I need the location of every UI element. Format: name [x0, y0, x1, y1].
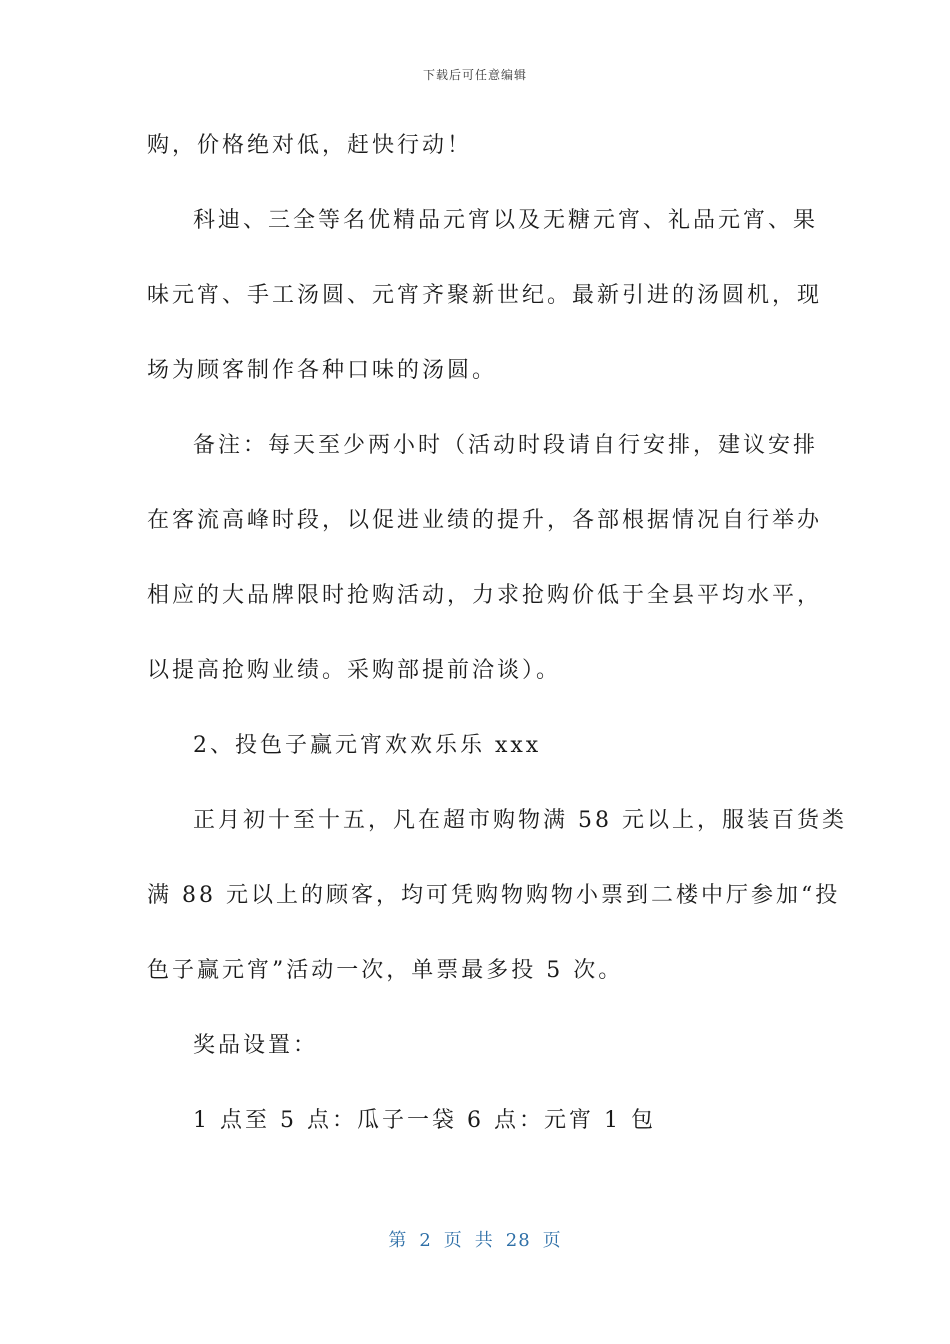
body-line-11: 满 88 元以上的顾客，均可凭购物购物小票到二楼中厅参加“投: [147, 883, 841, 908]
prize-line: 1 点至 5 点：瓜子一袋 6 点：元宵 1 包: [193, 1108, 656, 1133]
section-heading: 2、投色子赢元宵欢欢乐乐 xxx: [193, 733, 542, 758]
page-footer: [0, 1226, 950, 1252]
body-line-6: 在客流高峰时段，以促进业绩的提升，各部根据情况自行举办: [147, 508, 823, 533]
header-note: 下载后可任意编辑: [422, 68, 527, 82]
body-line-4: 场为顾客制作各种口味的汤圆。: [147, 358, 498, 383]
body-line-10: 正月初十至十五，凡在超市购物满 58 元以上，服装百货类: [193, 808, 847, 833]
footer-total-pages: 28: [505, 1230, 531, 1251]
body-line-8: 以提高抢购业绩。采购部提前洽谈）。: [147, 658, 562, 683]
footer-di: 第: [388, 1230, 408, 1251]
body-line-3: 味元宵、手工汤圆、元宵齐聚新世纪。最新引进的汤圆机，现: [147, 283, 823, 308]
footer-ye: 页: [443, 1230, 463, 1251]
prize-heading: 奖品设置：: [193, 1033, 319, 1058]
footer-page-number: 2: [419, 1230, 432, 1251]
body-line-12: 色子赢元宵”活动一次，单票最多投 5 次。: [147, 958, 624, 983]
footer-gong: 共: [474, 1230, 494, 1251]
body-line-5: 备注：每天至少两小时（活动时段请自行安排，建议安排: [193, 433, 819, 458]
footer-ye-end: 页: [542, 1230, 562, 1251]
body-line-2: 科迪、三全等名优精品元宵以及无糖元宵、礼品元宵、果: [193, 208, 819, 233]
body-line-7: 相应的大品牌限时抢购活动，力求抢购价低于全县平均水平，: [147, 583, 823, 608]
body-line-1: 购，价格绝对低，赶快行动！: [147, 133, 473, 158]
